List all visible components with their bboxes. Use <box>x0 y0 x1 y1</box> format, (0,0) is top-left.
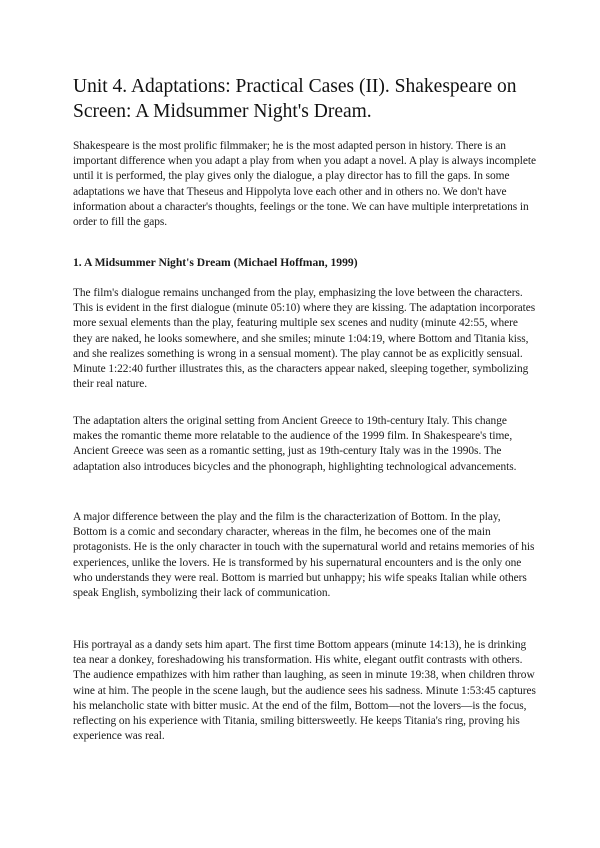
body-paragraph-dialogue: The film's dialogue remains unchanged from the play, emphasizing the love between the characters. This is evident in the first dialogue (minute 05:10) where they are kissing. The adaptation incorporates more sexual elements than the play, featuring multiple sex scenes and nudity (minute 42:55, where they are naked, he looks somewhere, and she smiles; minute 1:04:19, where Bottom and Titania kiss, and she realizes something is wrong in a sensual moment). The play cannot be as explicitly sensual. Minute 1:22:40 further illustrates this, as the characters appear naked, sleeping together, symbolizing their real nature. <box>73 287 536 391</box>
body-paragraph-bottom-portrayal: His portrayal as a dandy sets him apart. The first time Bottom appears (minute 14:13), he is drinking tea near a donkey, foreshadowing his transformation. His white, elegant outfit contrasts with others. The audience empathizes with him rather than laughing, as seen in minute 19:38, when children throw wine at him. The people in the scene laugh, but the audience sees his sadness. Minute 1:53:45 captures his melancholic state with bitter music. At the end of the film, Bottom—not the lovers—is the focus, reflecting on his experience with Titania, smiling bittersweetly. He keeps Titania's ring, proving his experience was real. <box>73 639 536 743</box>
body-paragraph-setting: The adaptation alters the original setting from Ancient Greece to 19th-century Italy. This change makes the romantic theme more relatable to the audience of the 1999 film. In Shakespeare's time, Ancient Greece was seen as a romantic setting, just as 19th-century Italy was in the 1990s. The adaptation also introduces bicycles and the phonograph, highlighting technological advancements. <box>73 415 517 473</box>
body-paragraph-bottom-character: A major difference between the play and the film is the characterization of Bottom. In the play, Bottom is a comic and secondary character, whereas in the film, he becomes one of the main protagonists. He is the only character in touch with the supernatural world and retains memories of his experiences, unlike the lovers. He is transformed by his supernatural encounters and is the only one who understands they were real. Bottom is married but unhappy; his wife speaks Italian while others speak English, symbolizing their lack of communication. <box>73 511 535 600</box>
intro-paragraph: Shakespeare is the most prolific filmmaker; he is the most adapted person in history. There is an important difference when you adapt a play from when you adapt a novel. A play is always incomplete until it is performed, the play gives only the dialogue, a play director has to fill the gaps. In some adaptations we have that Theseus and Hippolyta love each other and in others no. We don't have information about a character's thoughts, feelings or the tone. We can have multiple interpretations in order to fill the gaps. <box>73 140 536 229</box>
page-title: Unit 4. Adaptations: Practical Cases (II). Shakespeare on Screen: A Midsummer Night's Dream. <box>73 76 517 122</box>
section-heading: 1. A Midsummer Night's Dream (Michael Hoffman, 1999) <box>73 256 358 269</box>
